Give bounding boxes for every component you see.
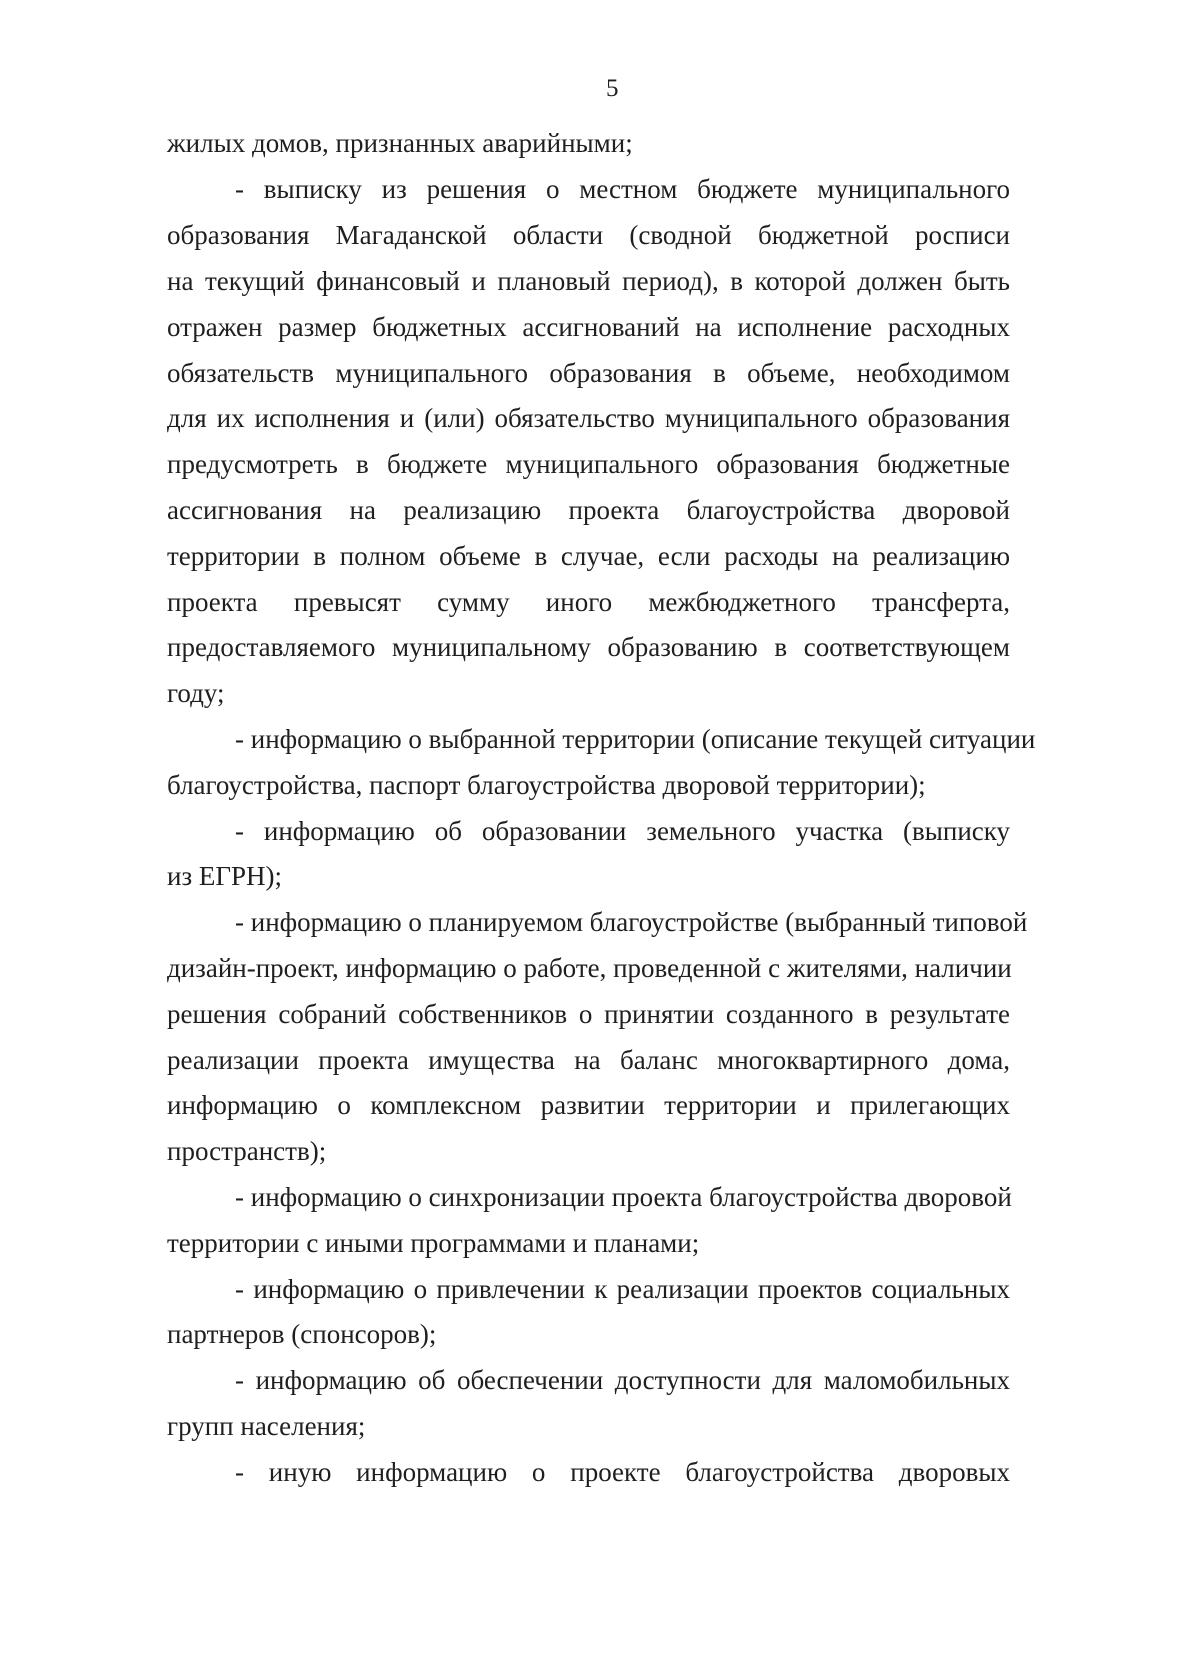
text-line: реализации проекта имущества на баланс многоквартирного дома, [167, 1045, 1010, 1075]
text-line: предусмотреть в бюджете муниципального образования бюджетные [167, 449, 1010, 479]
text-line: групп населения; [167, 1411, 366, 1441]
text-line: информацию о комплексном развитии территории и прилегающих [167, 1090, 1010, 1120]
text-line: жилых домов, признанных аварийными; [167, 128, 633, 158]
text-line: отражен размер бюджетных ассигнований на исполнение расходных [167, 312, 1010, 342]
text-line: образования Магаданской области (сводной бюджетной росписи [167, 220, 1010, 250]
text-line: решения собраний собственников о принятии созданного в результате [167, 999, 1010, 1029]
text-line: - информацию об обеспечении доступности для маломобильных [235, 1365, 1010, 1395]
text-line: году; [167, 678, 225, 708]
text-line: проекта превысят сумму иного межбюджетного трансферта, [167, 587, 1010, 617]
text-line: - информацию о привлечении к реализации проектов социальных [235, 1274, 1010, 1304]
text-line: территории в полном объеме в случае, если расходы на реализацию [167, 541, 1010, 571]
text-line: обязательств муниципального образования в объеме, необходимом [167, 358, 1010, 388]
text-line: - выписку из решения о местном бюджете муниципального [235, 174, 1010, 204]
text-line: на текущий финансовый и плановый период), в которой должен быть [167, 266, 1010, 296]
text-line: для их исполнения и (или) обязательство муниципального образования [167, 403, 1010, 433]
text-line: - информацию о планируемом благоустройстве (выбранный типовой [235, 907, 1028, 937]
text-line: из ЕГРН); [167, 861, 282, 891]
page-number: 5 [606, 75, 619, 102]
text-line: - информацию о синхронизации проекта благоустройства дворовой [235, 1182, 1012, 1212]
text-line: дизайн-проект, информацию о работе, проведенной с жителями, наличии [167, 953, 1012, 983]
text-line: благоустройства, паспорт благоустройства дворовой территории); [167, 770, 926, 800]
text-line: - иную информацию о проекте благоустройства дворовых [235, 1457, 1010, 1487]
text-line: территории с иными программами и планами; [167, 1228, 700, 1258]
text-line: пространств); [167, 1136, 327, 1166]
text-line: предоставляемого муниципальному образованию в соответствующем [167, 632, 1010, 662]
text-line: партнеров (спонсоров); [167, 1319, 437, 1349]
text-line: - информацию об образовании земельного участка (выписку [235, 816, 1010, 846]
text-line: - информацию о выбранной территории (описание текущей ситуации [235, 724, 1036, 754]
text-line: ассигнования на реализацию проекта благоустройства дворовой [167, 495, 1010, 525]
